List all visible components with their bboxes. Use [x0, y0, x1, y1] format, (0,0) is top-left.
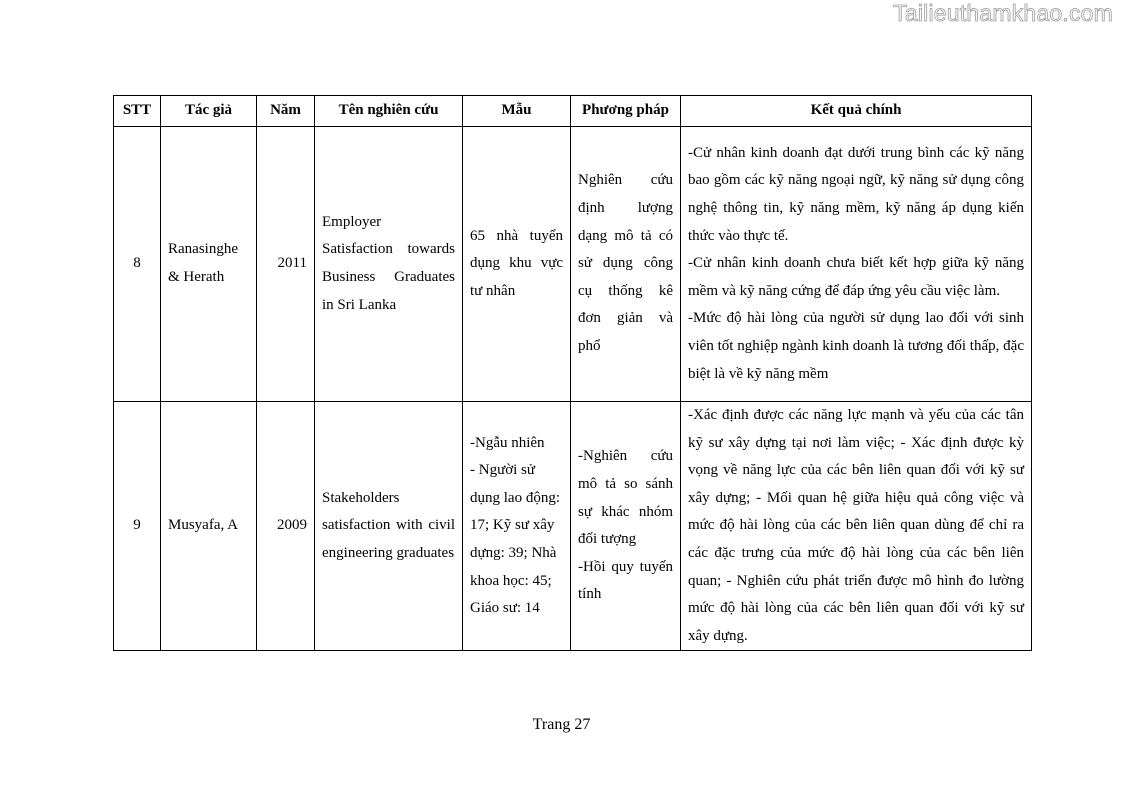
cell-sample: 65 nhà tuyển dụng khu vực tư nhân — [463, 127, 571, 402]
literature-review-table — [113, 95, 1032, 651]
watermark: Tailieuthamkhao.com — [893, 0, 1113, 26]
table-row — [114, 402, 1032, 651]
cell-author — [161, 402, 257, 651]
header-sample: Mẫu — [463, 96, 571, 127]
cell-year: 2011 — [257, 127, 315, 402]
method-line: -Nghiên cứu mô tả so sánh sự khác nhóm đối tượng — [578, 448, 673, 548]
table-row — [114, 127, 1032, 402]
cell-study-name: Employer Satisfaction towards Business Graduates in Sri Lanka — [315, 127, 463, 402]
cell-method: Nghiên cứu định lượng dạng mô tả có sử dụng công cụ thống kê đơn giản và phổ — [571, 127, 681, 402]
sample-line: - Người sử dụng lao động: 17; Kỹ sư xây dựng: 39; Nhà khoa học: 45; Giáo sư: 14 — [470, 462, 560, 617]
method-line: -Hồi quy tuyến tính — [578, 558, 673, 603]
cell-stt: 9 — [114, 402, 161, 651]
header-stt: STT — [114, 96, 161, 127]
result-item: -Mức độ hài lòng của người sử dụng lao đối với sinh viên tốt nghiệp ngành kinh doanh là tương đối thấp, đặc biệt là về kỹ năng mềm — [688, 310, 1024, 382]
cell-sample — [463, 402, 571, 651]
cell-author — [161, 127, 257, 402]
page-number: Trang 27 — [532, 716, 591, 733]
header-author: Tác giả — [161, 96, 257, 127]
header-year: Năm — [257, 96, 315, 127]
result-item: -Cử nhân kinh doanh đạt dưới trung bình các kỹ năng bao gồm các kỹ năng ngoại ngữ, kỹ năng sử dụng công nghệ thông tin, kỹ năng mềm, kỹ năng áp dụng kiến thức vào thực tế. — [688, 144, 1024, 244]
result-item: -Xác định được các năng lực mạnh và yếu của các tân kỹ sư xây dựng tại nơi làm việc; - Xác định được kỳ vọng về năng lực của các bên liên quan đối với kỹ sư xây dựng; - Mối quan hệ giữa hiệu quả công việc và mức độ hài lòng của các bên liên quan dùng để chỉ ra các đặc trưng của mức độ hài lòng của các bên liên quan; - Nghiên cứu phát triển được mô hình đo lường mức độ hài lòng của các bên liên quan đối với kỹ sư xây dựng. — [688, 407, 1024, 644]
header-study-name: Tên nghiên cứu — [315, 96, 463, 127]
cell-study-name: Stakeholders satisfaction with civil engineering graduates — [315, 402, 463, 651]
cell-stt: 8 — [114, 127, 161, 402]
cell-method — [571, 402, 681, 651]
author-line: Ranasinghe — [168, 241, 238, 258]
cell-year: 2009 — [257, 402, 315, 651]
header-method: Phương pháp — [571, 96, 681, 127]
table-header-row — [114, 96, 1032, 127]
sample-line: -Ngẫu nhiên — [470, 434, 545, 451]
header-main-results: Kết quả chính — [681, 96, 1032, 127]
author-line: Musyafa, A — [168, 517, 238, 534]
result-item: -Cử nhân kinh doanh chưa biết kết hợp giữa kỹ năng mềm và kỹ năng cứng để đáp ứng yêu cầu việc làm. — [688, 255, 1024, 299]
cell-main-results — [681, 402, 1032, 651]
cell-main-results — [681, 127, 1032, 402]
author-line: & Herath — [168, 269, 225, 285]
